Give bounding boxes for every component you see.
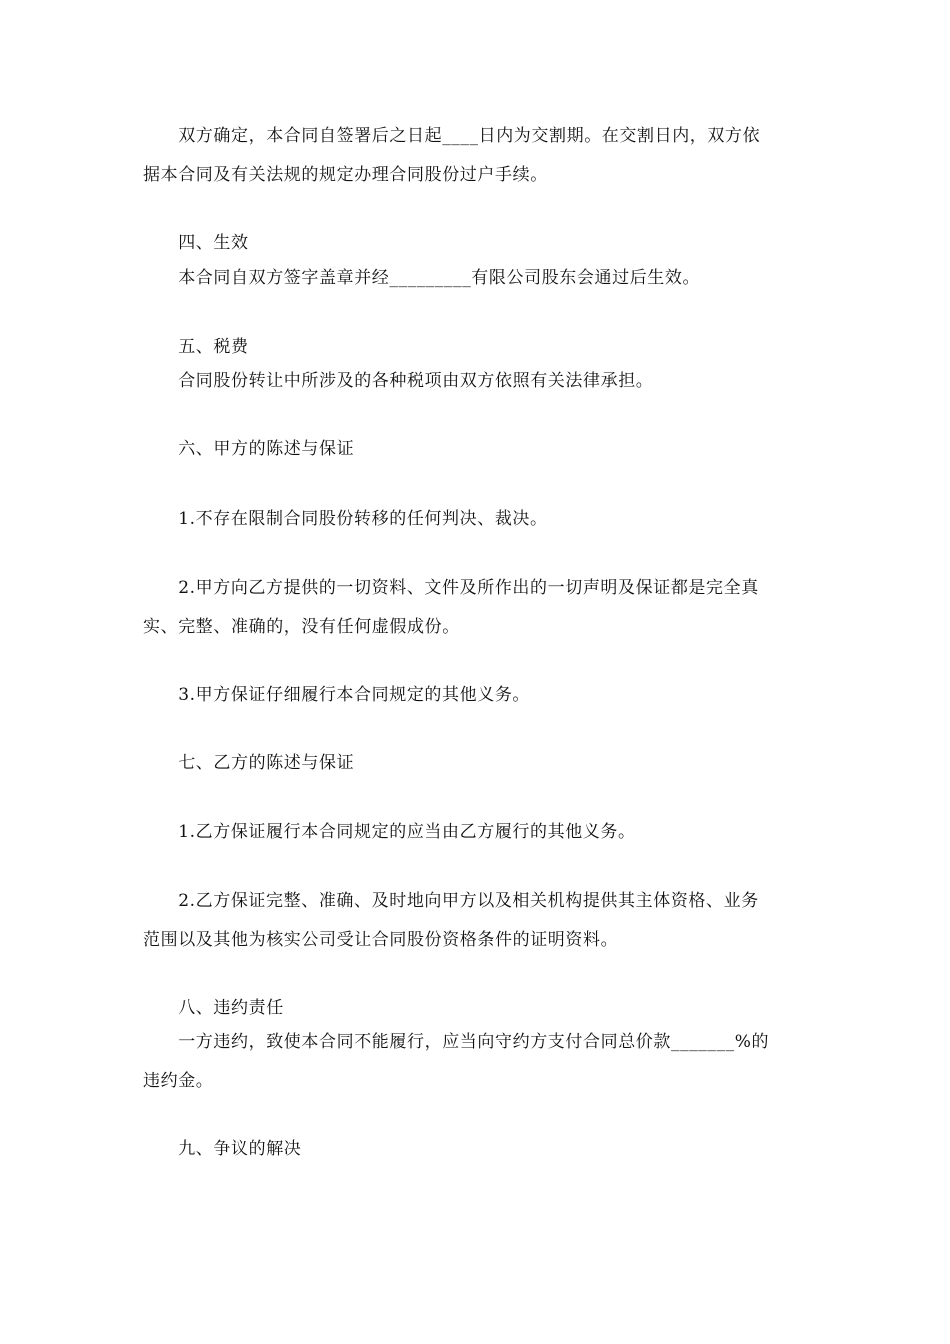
section-6-item-2-line-1: 2.甲方向乙方提供的一切资料、文件及所作出的一切声明及保证都是完全真 — [143, 578, 759, 598]
section-6-item-2-line-2: 实、完整、准确的，没有任何虚假成份。 — [143, 617, 460, 637]
section-8-body-line-2: 违约金。 — [143, 1071, 214, 1091]
section-8-heading: 八、违约责任 — [143, 998, 284, 1018]
delivery-paragraph-line-1: 双方确定，本合同自签署后之日起____日内为交割期。在交割日内，双方依 — [143, 126, 761, 146]
section-6-heading: 六、甲方的陈述与保证 — [143, 439, 355, 459]
section-4-body: 本合同自双方签字盖章并经_________有限公司股东会通过后生效。 — [143, 268, 701, 288]
section-5-heading: 五、税费 — [143, 337, 249, 357]
section-8-body-line-1: 一方违约，致使本合同不能履行，应当向守约方支付合同总价款_______%的 — [143, 1032, 770, 1052]
section-7-item-1: 1.乙方保证履行本合同规定的应当由乙方履行的其他义务。 — [143, 822, 636, 842]
section-6-item-1: 1.不存在限制合同股份转移的任何判决、裁决。 — [143, 509, 548, 529]
section-4-heading: 四、生效 — [143, 233, 249, 253]
delivery-paragraph-line-2: 据本合同及有关法规的规定办理合同股份过户手续。 — [143, 165, 548, 185]
section-5-body: 合同股份转让中所涉及的各种税项由双方依照有关法律承担。 — [143, 371, 654, 391]
section-7-item-2-line-1: 2.乙方保证完整、准确、及时地向甲方以及相关机构提供其主体资格、业务 — [143, 891, 759, 911]
section-9-heading: 九、争议的解决 — [143, 1139, 302, 1159]
section-7-item-2-line-2: 范围以及其他为核实公司受让合同股份资格条件的证明资料。 — [143, 930, 619, 950]
section-7-heading: 七、乙方的陈述与保证 — [143, 753, 355, 773]
section-6-item-3: 3.甲方保证仔细履行本合同规定的其他义务。 — [143, 685, 531, 705]
